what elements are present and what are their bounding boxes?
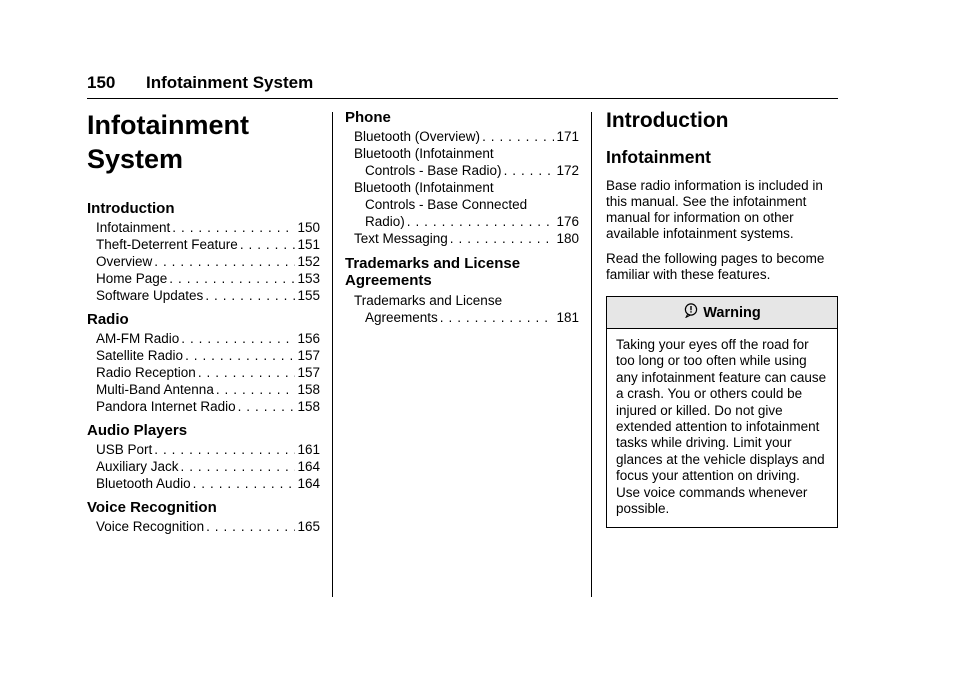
warning-text: Taking your eyes off the road for too long or too often while using any infotainment feature can cause a crash. You or others could be injured or killed. Do not give extended attention to infotainment tasks while driving. Limit your glances at the vehicle displays and focus your attention on driving. Use voice commands whenever possible.: [616, 337, 827, 517]
toc-list: [87, 330, 320, 415]
body-paragraph: Read the following pages to become familiar with these features.: [606, 251, 825, 282]
toc-entry[interactable]: Voice Recognition . . . 165: [87, 518, 320, 535]
toc-section-title: Voice Recognition: [87, 499, 217, 516]
toc-section-title: Introduction: [87, 200, 175, 217]
toc-entry[interactable]: Home Page . . . 153: [87, 270, 320, 287]
toc-section-title: Radio: [87, 311, 129, 328]
toc-entry[interactable]: Multi-Band Antenna . . . 158: [87, 381, 320, 398]
toc-entry[interactable]: Satellite Radio . . . 157: [87, 347, 320, 364]
toc-entry[interactable]: Bluetooth (Overview) . . . 171: [345, 128, 579, 145]
toc-entry[interactable]: Radio Reception . . . 157: [87, 364, 320, 381]
running-section-title: Infotainment System: [146, 73, 314, 92]
chapter-title: Infotainment System: [87, 110, 249, 174]
toc-list: [87, 219, 320, 304]
toc-entry[interactable]: Bluetooth (Infotainment Controls - Base Connected Radio) . . . 176: [345, 179, 579, 230]
warning-title: Warning: [703, 304, 761, 321]
toc-entry[interactable]: Theft-Deterrent Feature . . . 151: [87, 236, 320, 253]
toc-entry[interactable]: AM-FM Radio . . . 156: [87, 330, 320, 347]
column-divider: [332, 112, 333, 597]
page-header: [87, 72, 838, 99]
toc-list: [87, 441, 320, 492]
toc-column-left: [87, 108, 320, 535]
toc-entry[interactable]: Overview . . . 152: [87, 253, 320, 270]
toc-entry[interactable]: Bluetooth (Infotainment Controls - Base Radio) . . . 172: [345, 145, 579, 179]
toc-section-title: Phone: [345, 109, 391, 126]
toc-list: [345, 292, 579, 326]
toc-column-middle: [345, 108, 579, 326]
toc-entry[interactable]: Infotainment . . . 150: [87, 219, 320, 236]
warning-box: [606, 296, 838, 528]
warning-icon: [683, 303, 699, 323]
column-divider: [591, 112, 592, 597]
page-number: 150: [87, 73, 116, 92]
toc-section-title: Trademarks and License Agreements: [345, 255, 521, 289]
toc-section-title: Audio Players: [87, 422, 188, 439]
toc-entry[interactable]: Auxiliary Jack . . . 164: [87, 458, 320, 475]
content-column-right: [606, 108, 838, 528]
section-heading: Introduction: [606, 109, 729, 132]
toc-entry[interactable]: Trademarks and License Agreements . . . 181: [345, 292, 579, 326]
toc-entry[interactable]: Text Messaging . . . 180: [345, 230, 579, 247]
toc-entry[interactable]: Bluetooth Audio . . . 164: [87, 475, 320, 492]
toc-entry[interactable]: USB Port . . . 161: [87, 441, 320, 458]
toc-list: [345, 128, 579, 247]
toc-entry[interactable]: Pandora Internet Radio . . . 158: [87, 398, 320, 415]
toc-entry[interactable]: Software Updates . . . 155: [87, 287, 320, 304]
subsection-heading: Infotainment: [606, 147, 711, 167]
body-paragraph: Base radio information is included in this manual. See the infotainment manual for information on other available infotainment systems.: [606, 178, 823, 241]
warning-header: [607, 297, 837, 329]
toc-list: [87, 518, 320, 535]
